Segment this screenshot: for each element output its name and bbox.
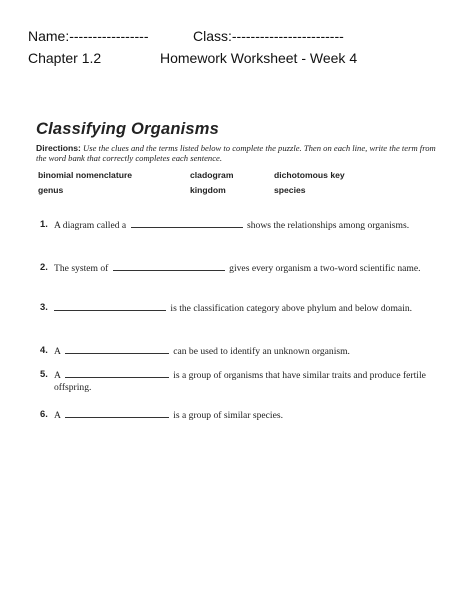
worksheet-title: Homework Worksheet - Week 4: [160, 50, 358, 66]
question-4: [36, 344, 441, 358]
question-text-before: A: [54, 370, 61, 381]
answer-blank[interactable]: [131, 218, 243, 228]
word-bank-term: dichotomous key: [274, 170, 345, 180]
answer-blank[interactable]: [54, 301, 166, 311]
question-number: 3.: [40, 301, 48, 312]
question-number: 2.: [40, 261, 48, 272]
question-2: [36, 261, 441, 275]
chapter-label: Chapter 1.2: [28, 50, 102, 66]
name-field: Name:-----------------: [28, 28, 149, 44]
answer-blank[interactable]: [65, 368, 169, 378]
word-bank-term: kingdom: [190, 185, 226, 195]
question-text-after: gives every organism a two-word scientific name.: [229, 263, 421, 274]
question-text-after: can be used to identify an unknown organism.: [173, 346, 350, 357]
question-text-after: shows the relationships among organisms.: [247, 220, 410, 231]
question-text-before: A diagram called a: [54, 220, 127, 231]
question-text-after: is the classification category above phylum and below domain.: [170, 303, 413, 314]
directions-text: Use the clues and the terms listed below to complete the puzzle. Then on each line, write the term from the word bank that correctly completes each sentence.: [36, 143, 436, 163]
worksheet-section: [36, 120, 441, 200]
question-number: 1.: [40, 218, 48, 229]
question-number: 4.: [40, 344, 48, 355]
class-field: Class:------------------------: [193, 28, 344, 44]
directions: [36, 143, 441, 163]
question-text-before: A: [54, 346, 61, 357]
question-6: [36, 408, 441, 422]
word-bank-term: species: [274, 185, 306, 195]
question-number: 6.: [40, 408, 48, 419]
word-bank-term: genus: [38, 185, 64, 195]
word-bank-term: binomial nomenclature: [38, 170, 133, 180]
question-text-before: A: [54, 410, 61, 421]
word-bank-term: cladogram: [190, 170, 234, 180]
question-text-before: The system of: [54, 263, 109, 274]
question-3: [36, 301, 441, 315]
question-1: [36, 218, 441, 232]
worksheet-heading: Classifying Organisms: [36, 120, 220, 138]
question-text-after: is a group of organisms that have similar traits and produce fertile offspring.: [54, 370, 426, 393]
directions-label: Directions:: [36, 143, 81, 153]
question-text-after: is a group of similar species.: [173, 410, 283, 421]
answer-blank[interactable]: [65, 408, 169, 418]
answer-blank[interactable]: [65, 344, 169, 354]
question-5: [36, 368, 441, 394]
word-bank: [36, 170, 441, 200]
question-number: 5.: [40, 368, 48, 379]
answer-blank[interactable]: [113, 261, 225, 271]
